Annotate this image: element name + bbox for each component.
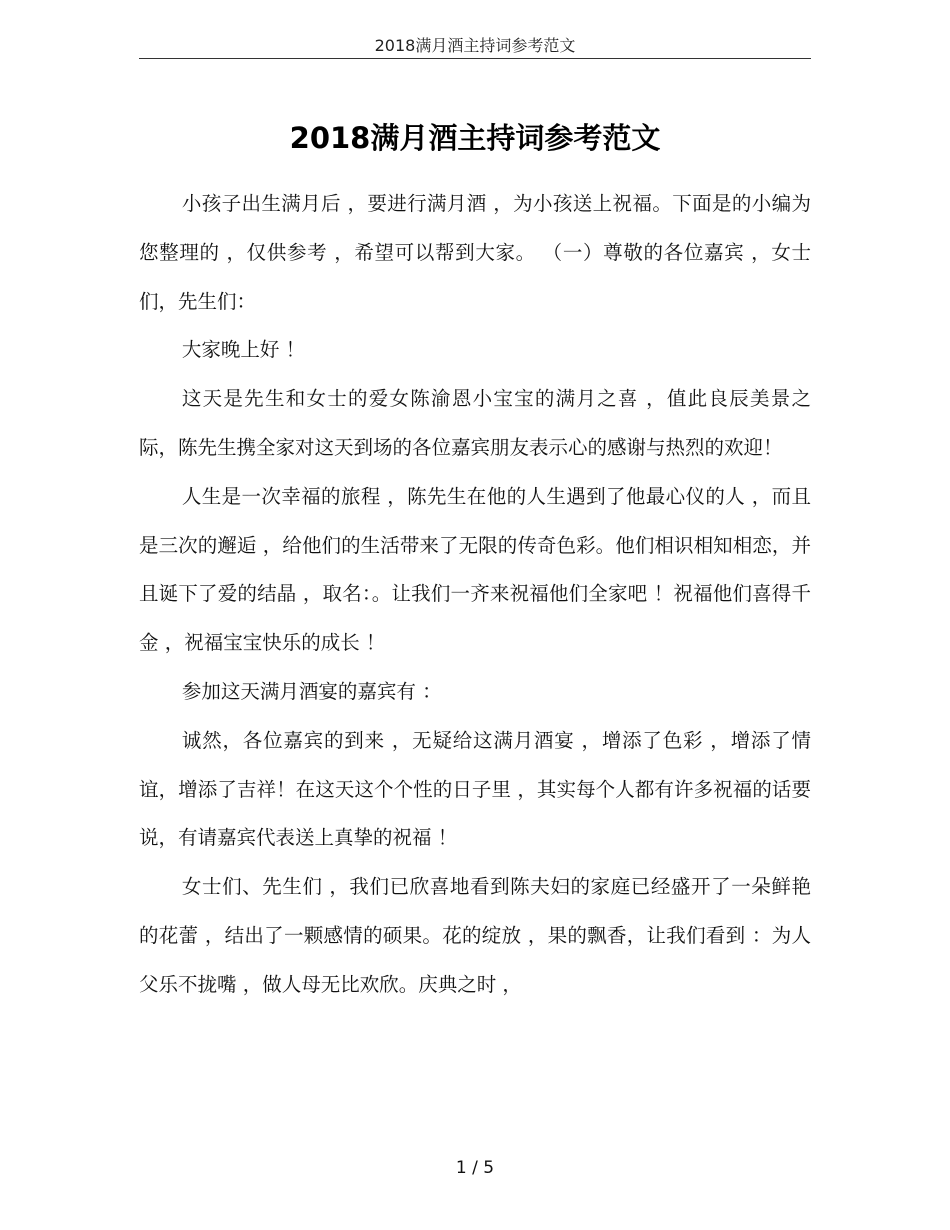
paragraph-celebration: 女士们、先生们 ，我们已欣喜地看到陈夫妇的家庭已经盛开了一朵鲜艳的花蕾 ，结出了一颗感情的硕果。花的绽放 ，果的飘香，让我们看到 ：为人父乐不拢嘴 ，做人母无比欢欣。庆典之时 ，	[139, 875, 811, 996]
page-number: 1 / 5	[455, 1158, 495, 1178]
document-body	[139, 180, 811, 1010]
header-divider	[139, 58, 811, 59]
paragraph-greeting: 大家晚上好 ！	[181, 338, 306, 362]
paragraph-guests: 参加这天满月酒宴的嘉宾有 ：	[181, 679, 442, 703]
paragraph-intro: 小孩子出生满月后 ，要进行满月酒 ，为小孩送上祝福。下面是的小编为您整理的 ，仅供参考 ，希望可以帮到大家。 （一）尊敬的各位嘉宾 ，女士们，先生们：	[139, 192, 811, 313]
paragraph-welcome: 这天是先生和女士的爱女陈渝恩小宝宝的满月之喜 ，值此良辰美景之际，陈先生携全家对这天到场的各位嘉宾朋友表示心的感谢与热烈的欢迎！	[139, 387, 811, 459]
document-title: 2018满月酒主持词参考范文	[289, 121, 661, 155]
paragraph-blessings: 诚然，各位嘉宾的到来 ，无疑给这满月酒宴 ，增添了色彩 ，增添了情谊，增添了吉祥！在这天这个个性的日子里 ，其实每个人都有许多祝福的话要说，有请嘉宾代表送上真挚的祝福 ！	[139, 728, 811, 850]
paragraph-story: 人生是一次幸福的旅程 ，陈先生在他的人生遇到了他最心仪的人 ，而且是三次的邂逅 ，给他们的生活带来了无限的传奇色彩。他们相识相知相恋，并且诞下了爱的结晶 ，取名：。让我们一齐来祝福他们全家吧 ！祝福他们喜得千金 ，祝福宝宝快乐的成长 ！	[139, 484, 811, 655]
running-header: 2018满月酒主持词参考范文	[374, 36, 576, 55]
